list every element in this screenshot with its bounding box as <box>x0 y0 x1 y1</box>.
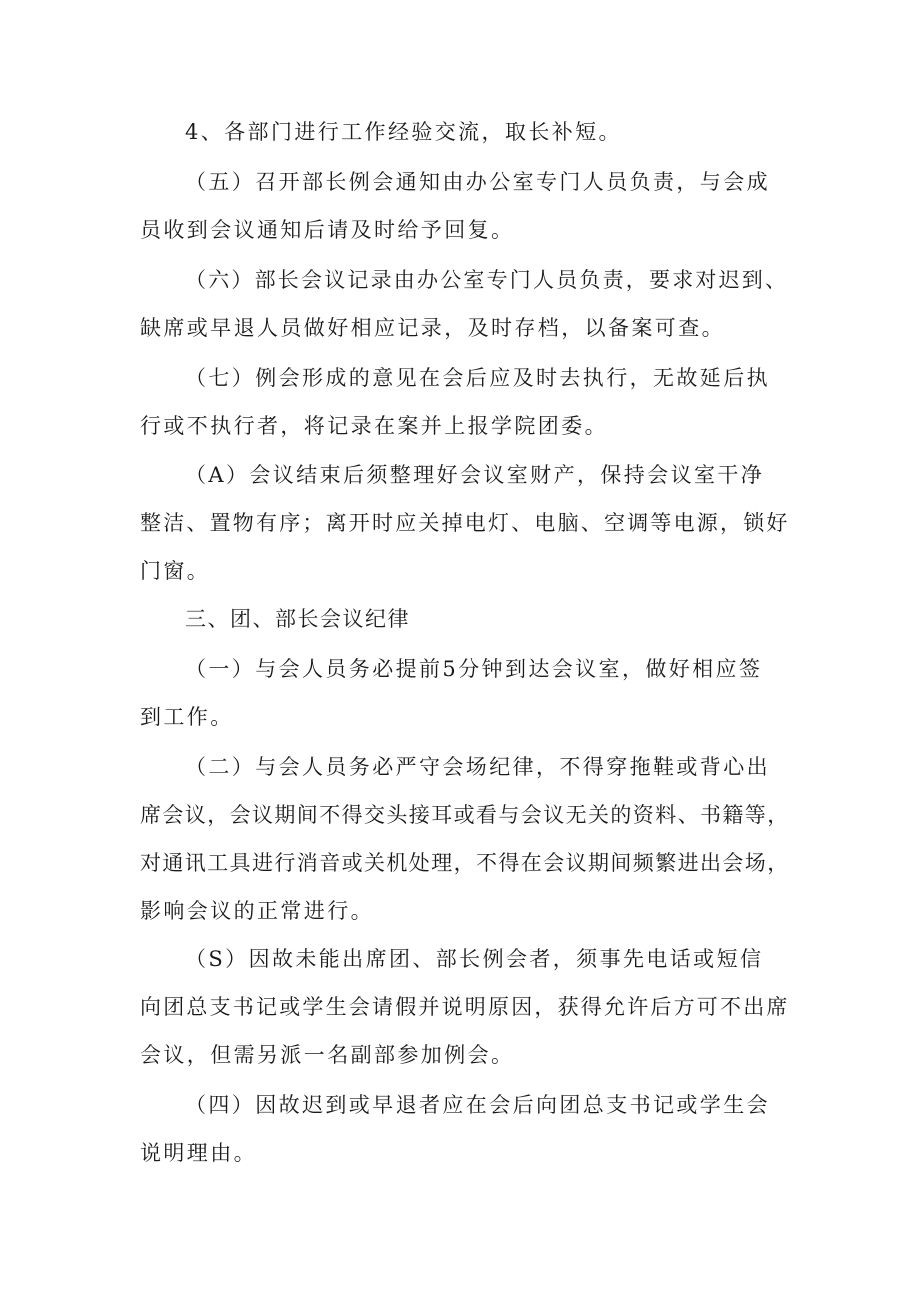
paragraph-four-line-2: 说明理由。 <box>140 1141 257 1165</box>
paragraph-a-line-3: 门窗。 <box>140 559 211 583</box>
paragraph-two-line-2: 席会议，会议期间不得交头接耳或看与会议无关的资料、书籍等， <box>140 803 790 827</box>
paragraph-two-line-1: （二）与会人员务必严守会场纪律，不得穿拖鞋或背心出 <box>185 755 770 779</box>
paragraph-four-line-1: （四）因故迟到或早退者应在会后向团总支书记或学生会 <box>185 1093 770 1117</box>
paragraph-s-line-3: 会议，但需另派一名副部参加例会。 <box>140 1043 515 1067</box>
paragraph-item-4-line-1: 4、各部门进行工作经验交流，取长补短。 <box>185 120 622 144</box>
paragraph-one-line-1: （一）与会人员务必提前5分钟到达会议室，做好相应签 <box>185 657 763 681</box>
paragraph-two-line-4: 影响会议的正常进行。 <box>140 899 374 923</box>
paragraph-one-line-2: 到工作。 <box>140 705 234 729</box>
paragraph-five-line-2: 员收到会议通知后请及时给予回复。 <box>140 218 515 242</box>
paragraph-a-line-1: （A）会议结束后须整理好会议室财产，保持会议室干净 <box>185 463 765 487</box>
paragraph-s-line-1: （S）因故未能出席团、部长例会者，须事先电话或短信 <box>185 947 764 971</box>
paragraph-five-line-1: （五）召开部长例会通知由办公室专门人员负责，与会成 <box>185 170 770 194</box>
paragraph-seven-line-2: 行或不执行者，将记录在案并上报学院团委。 <box>140 414 608 438</box>
paragraph-six-line-1: （六）部长会议记录由办公室专门人员负责，要求对迟到、 <box>185 268 789 292</box>
section-heading: 三、团、部长会议纪律 <box>185 607 410 631</box>
paragraph-s-line-2: 向团总支书记或学生会请假并说明原因，获得允许后方可不出席 <box>140 995 790 1019</box>
paragraph-a-line-2: 整洁、置物有序；离开时应关掉电灯、电脑、空调等电源，锁好 <box>140 511 790 535</box>
paragraph-six-line-2: 缺席或早退人员做好相应记录，及时存档，以备案可查。 <box>140 316 725 340</box>
paragraph-seven-line-1: （七）例会形成的意见在会后应及时去执行，无故延后执 <box>185 366 770 390</box>
paragraph-two-line-3: 对通讯工具进行消音或关机处理，不得在会议期间频繁进出会场， <box>140 851 790 875</box>
